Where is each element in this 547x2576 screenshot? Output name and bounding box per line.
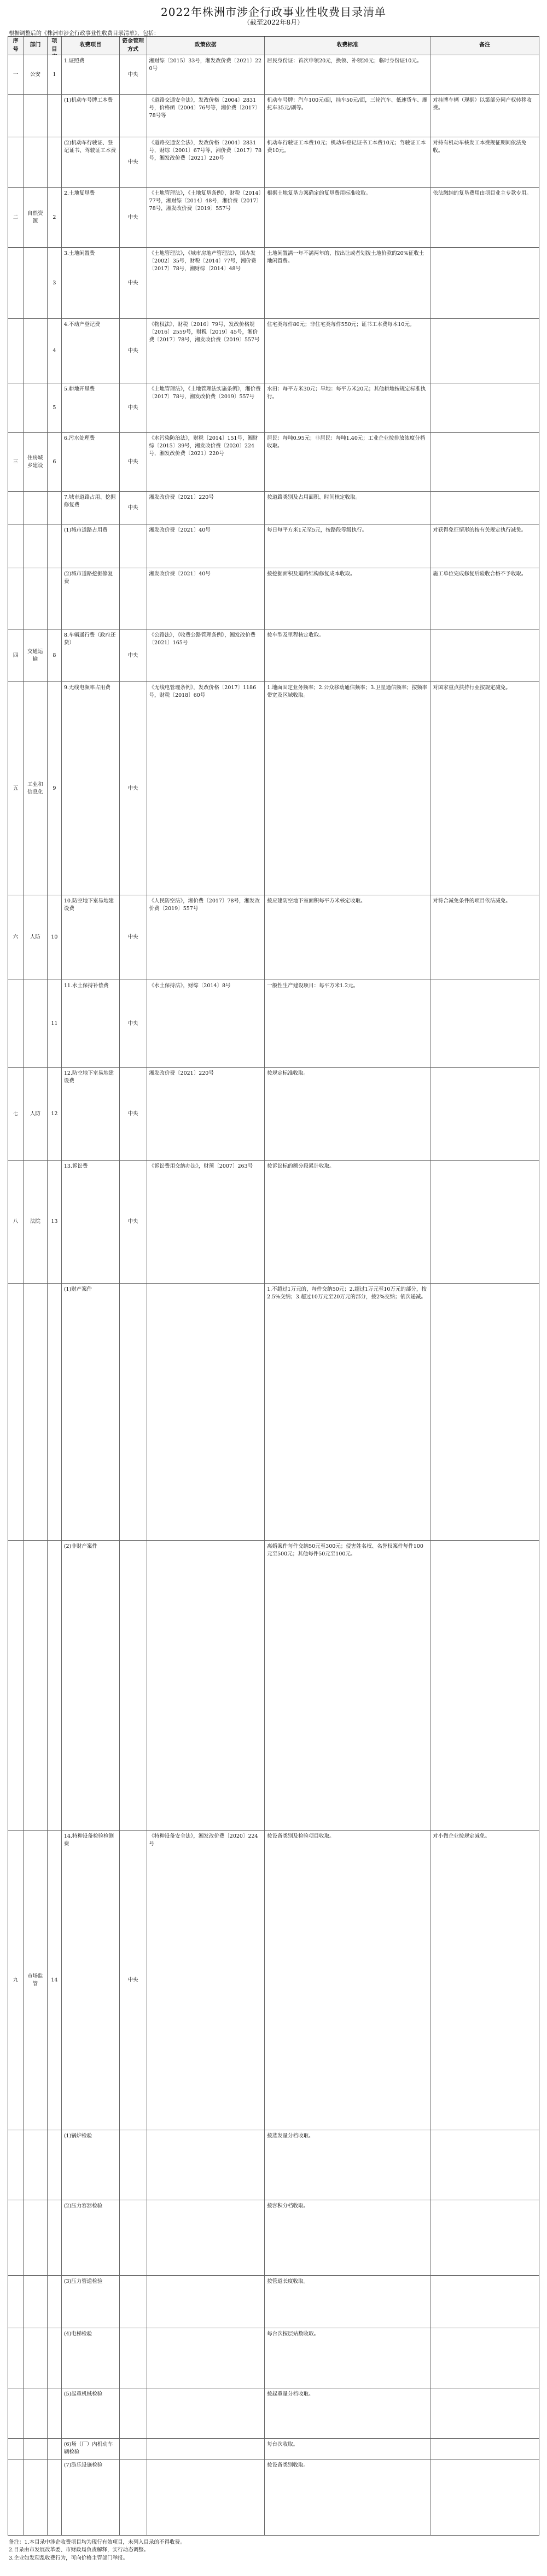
cell-item: (2)城市道路挖掘修复费 <box>62 568 120 629</box>
table-row <box>8 524 539 568</box>
footnote-line: 2.目录由市发展改革委、市财政局负责解释，实行动态调整。 <box>9 2547 149 2554</box>
cell-item: (7)游乐设施检验 <box>62 2460 120 2535</box>
cell-remark <box>430 980 539 1067</box>
cell-item: 6.污水处理费 <box>62 433 120 491</box>
cell-mgmt <box>120 1541 147 1830</box>
cell-num <box>48 492 62 524</box>
cell-n: 一 <box>8 55 24 94</box>
table-row <box>8 95 539 137</box>
table-row <box>8 383 539 433</box>
page-title: 2022年株洲市涉企行政事业性收费目录清单 <box>161 5 386 19</box>
cell-num: 12 <box>48 1068 62 1160</box>
cell-remark <box>430 1161 539 1283</box>
cell-std: 水田：每平方米30元；旱地：每平方米20元；其他耕地按规定标准执行。 <box>265 383 430 432</box>
cell-dept <box>24 2200 48 2275</box>
header-cell: 资金管理方式 <box>120 37 147 55</box>
cell-n: 八 <box>8 1161 24 1283</box>
cell-dept <box>24 248 48 318</box>
cell-num <box>48 95 62 137</box>
cell-mgmt: 中央 <box>120 55 147 94</box>
cell-num <box>48 137 62 187</box>
table-row <box>8 248 539 319</box>
header-cell: 项目 <box>48 37 62 55</box>
cell-basis: 湘发改价费〔2021〕220号 <box>147 492 265 524</box>
cell-n <box>8 2388 24 2438</box>
header-cell: 收费项目 <box>62 37 120 55</box>
cell-num: 8 <box>48 630 62 681</box>
table-row <box>8 630 539 682</box>
cell-std: 按蒸发量分档收取。 <box>265 2130 430 2200</box>
page-subtitle: （截至2022年8月） <box>243 19 304 26</box>
cell-basis: 《诉讼费用交纳办法》，财预〔2007〕263号 <box>147 1161 265 1283</box>
cell-basis: 《土地管理法》，《城市房地产管理法》，国办发〔2002〕35号，财税〔2014〕77号，湘价费〔2017〕78号，湘财综〔2014〕48号 <box>147 248 265 318</box>
cell-std: 按道路类别及占用面积、时间核定收取。 <box>265 492 430 524</box>
cell-std: 机动车行驶证工本费10元；机动车登记证书工本费10元；驾驶证工本费10元。 <box>265 137 430 187</box>
cell-item: (1)锅炉检验 <box>62 2130 120 2200</box>
table-row <box>8 55 539 95</box>
cell-num <box>48 2200 62 2275</box>
table-row <box>8 2276 539 2328</box>
table-row <box>8 980 539 1068</box>
table-row <box>8 1831 539 2130</box>
cell-std: 每日每平方米1元至5元，按路段等级执行。 <box>265 524 430 568</box>
cell-basis: 《公路法》，《收费公路管理条例》，湘发改价费〔2021〕165号 <box>147 630 265 681</box>
cell-std: 每台次收取。 <box>265 2439 430 2459</box>
cell-item: 12.防空地下室易地建设费 <box>62 1068 120 1160</box>
cell-n <box>8 2276 24 2328</box>
cell-dept: 自然资源 <box>24 188 48 247</box>
cell-remark: 对挂牌车辆（现据）以第部分同产权转移收费。 <box>433 97 532 111</box>
cell-n <box>8 2130 24 2200</box>
cell-dept <box>24 568 48 629</box>
header-cell: 序号 <box>8 37 24 55</box>
cell-remark <box>430 319 539 383</box>
cell-n <box>8 319 24 383</box>
cell-n: 九 <box>8 1831 24 2130</box>
cell-n: 二 <box>8 188 24 247</box>
cell-num: 6 <box>48 433 62 491</box>
footnote-line: 备注：1.本目录中涉企收费项目均为现行有效项目，未列入目录的不得收费。 <box>9 2539 185 2545</box>
cell-mgmt <box>120 2439 147 2459</box>
cell-num: 13 <box>48 1161 62 1283</box>
cell-num <box>48 2439 62 2459</box>
header-cell: 政策依据 <box>147 37 265 55</box>
cell-remark: 施工单位完成修复后验收合格不予收取。 <box>433 571 527 577</box>
cell-mgmt: 中央 <box>120 319 147 383</box>
cell-num: 10 <box>48 895 62 980</box>
cell-remark <box>430 2460 539 2535</box>
cell-item: 5.耕地开垦费 <box>62 383 120 432</box>
cell-n: 四 <box>8 630 24 681</box>
cell-mgmt: 中央 <box>120 1831 147 2130</box>
cell-num: 2 <box>48 188 62 247</box>
cell-basis <box>147 2328 265 2388</box>
cell-n <box>8 137 24 187</box>
cell-n: 六 <box>8 895 24 980</box>
cell-remark <box>430 383 539 432</box>
cell-mgmt: 中央 <box>120 682 147 895</box>
cell-std: 1.不超过1万元的，每件交纳50元；2.超过1万元至10万元的部分，按2.5%交纳；3.超过10万元至20万元的部分，按2%交纳；依次递减。 <box>265 1284 430 1540</box>
cell-std: 按设备类别收取。 <box>265 2460 430 2535</box>
cell-item: 14.特种设备检验检测费 <box>62 1831 120 2130</box>
cell-item: 3.土地闲置费 <box>62 248 120 318</box>
cell-num: 3 <box>48 248 62 318</box>
cell-basis: 湘财综〔2015〕33号，湘发改价费〔2021〕220号 <box>147 55 265 94</box>
cell-std: 按规定标准收取。 <box>265 1068 430 1160</box>
cell-std: 机动车号牌：汽车100元/副，挂车50元/面，三轮汽车、低速货车、摩托车35元/副等。 <box>265 95 430 137</box>
cell-remark <box>430 2130 539 2200</box>
cell-remark: 对获得免征情形的按有关规定执行减免。 <box>433 527 527 533</box>
cell-mgmt: 中央 <box>120 630 147 681</box>
cell-mgmt: 中央 <box>120 1161 147 1283</box>
cell-basis <box>147 2388 265 2438</box>
cell-num: 5 <box>48 383 62 432</box>
cell-n: 七 <box>8 1068 24 1160</box>
cell-mgmt: 中央 <box>120 980 147 1067</box>
cell-n <box>8 568 24 629</box>
cell-dept <box>24 1541 48 1830</box>
cell-remark <box>430 2328 539 2388</box>
cell-mgmt <box>120 2276 147 2328</box>
cell-basis: 《无线电管理条例》，发改价格〔2017〕1186号，财税〔2018〕60号 <box>147 682 265 895</box>
cell-item: (3)压力管道检验 <box>62 2276 120 2328</box>
cell-item: 2.土地复垦费 <box>62 188 120 247</box>
cell-mgmt: 中央 <box>120 188 147 247</box>
cell-dept: 公安 <box>24 55 48 94</box>
cell-n <box>8 95 24 137</box>
cell-dept <box>24 2439 48 2459</box>
cell-dept: 住房城乡建设 <box>24 433 48 491</box>
cell-dept <box>24 137 48 187</box>
footnote-line: 3.企业如发现乱收费行为，可向价格主管部门举报。 <box>9 2555 129 2561</box>
cell-item: (1)机动车号牌工本费 <box>62 95 120 137</box>
table-row <box>8 895 539 980</box>
cell-n <box>8 1541 24 1830</box>
cell-remark <box>430 492 539 524</box>
cell-num <box>48 568 62 629</box>
cell-std: 根据土地复垦方案确定的复垦费用标准收取。 <box>265 188 430 247</box>
cell-item: (2)非财产案件 <box>62 1541 120 1830</box>
cell-std: 每台次按层站数收取。 <box>265 2328 430 2388</box>
cell-std: 按车型及里程核定收取。 <box>265 630 430 681</box>
footnotes <box>9 2539 538 2562</box>
cell-mgmt <box>120 95 147 137</box>
cell-remark: 对持有机动车核发工本费规征期间依法免收。 <box>433 140 527 154</box>
cell-item: 11.水土保持补偿费 <box>62 980 120 1067</box>
cell-num <box>48 2276 62 2328</box>
cell-std: 土地闲置满一年不满两年的，按出让或者划拨土地价款的20%征收土地闲置费。 <box>265 248 430 318</box>
cell-std: 按起重量分档收取。 <box>265 2388 430 2438</box>
table-row <box>8 2130 539 2200</box>
cell-remark: 对国家重点扶持行业按规定减免。 <box>433 685 511 691</box>
table-row <box>8 2328 539 2388</box>
cell-num: 4 <box>48 319 62 383</box>
cell-remark <box>430 433 539 491</box>
cell-remark <box>430 630 539 681</box>
cell-basis <box>147 2460 265 2535</box>
cell-mgmt <box>120 2200 147 2275</box>
cell-dept: 法院 <box>24 1161 48 1283</box>
cell-remark <box>430 2200 539 2275</box>
cell-n <box>8 492 24 524</box>
cell-remark <box>430 1284 539 1540</box>
cell-dept: 人防 <box>24 1068 48 1160</box>
cell-n <box>8 383 24 432</box>
header-cell: 部门 <box>24 37 48 55</box>
table-row <box>8 2439 539 2460</box>
cell-remark <box>430 55 539 94</box>
cell-basis: 湘发改价费〔2021〕40号 <box>147 568 265 629</box>
cell-dept <box>24 980 48 1067</box>
table-header <box>8 37 539 55</box>
cell-item: 8.车辆通行费（政府还贷） <box>62 630 120 681</box>
cell-item: (1)城市道路占用费 <box>62 524 120 568</box>
cell-dept <box>24 1284 48 1540</box>
cell-dept: 人防 <box>24 895 48 980</box>
cell-n <box>8 2200 24 2275</box>
cell-mgmt: 中央 <box>120 433 147 491</box>
cell-basis: 《人民防空法》，湘价费〔2017〕78号，湘发改价费〔2019〕557号 <box>147 895 265 980</box>
cell-remark <box>430 1541 539 1830</box>
cell-mgmt: 中央 <box>120 1068 147 1160</box>
cell-std: 按应建防空地下室面积每平方米核定收取。 <box>265 895 430 980</box>
cell-basis: 《土地管理法》，《土地管理法实施条例》，湘价费〔2017〕78号，湘发改价费〔2019〕557号 <box>147 383 265 432</box>
cell-item: 1.证照费 <box>62 55 120 94</box>
cell-dept <box>24 2460 48 2535</box>
cell-item: (4)电梯检验 <box>62 2328 120 2388</box>
cell-basis: 湘发改价费〔2021〕40号 <box>147 524 265 568</box>
cell-n <box>8 2460 24 2535</box>
cell-num <box>48 1541 62 1830</box>
cell-n <box>8 980 24 1067</box>
cell-basis <box>147 1284 265 1540</box>
cell-item: (2)压力容器检验 <box>62 2200 120 2275</box>
cell-std: 住宅类每件80元；非住宅类每件550元；证书工本费每本10元。 <box>265 319 430 383</box>
cell-num: 1 <box>48 55 62 94</box>
cell-num: 11 <box>48 980 62 1067</box>
cell-mgmt <box>120 2130 147 2200</box>
table-row <box>8 433 539 492</box>
cell-mgmt <box>120 524 147 568</box>
table-row <box>8 568 539 630</box>
table-row <box>8 2388 539 2439</box>
cell-dept: 市场监管 <box>24 1831 48 2130</box>
cell-basis: 《土地管理法》，《土地复垦条例》，财税〔2014〕77号，湘财综〔2014〕48号，湘价费〔2017〕78号，湘发改价费〔2019〕557号 <box>147 188 265 247</box>
cell-item: (2)机动车行驶证、登记证书、驾驶证工本费 <box>62 137 120 187</box>
cell-n <box>8 524 24 568</box>
table-row <box>8 188 539 248</box>
cell-num <box>48 1284 62 1540</box>
cell-n <box>8 2328 24 2388</box>
cell-std: 按容积分档收取。 <box>265 2200 430 2275</box>
table-row <box>8 2200 539 2276</box>
cell-num: 14 <box>48 1831 62 2130</box>
cell-remark <box>430 2276 539 2328</box>
cell-n <box>8 2439 24 2459</box>
cell-num <box>48 2460 62 2535</box>
cell-dept <box>24 383 48 432</box>
table-row <box>8 137 539 188</box>
cell-num <box>48 2388 62 2438</box>
cell-num <box>48 2130 62 2200</box>
cell-std: 按挖掘面积及道路结构修复成本收取。 <box>265 568 430 629</box>
cell-std: 1.地面固定业务频率；2.公众移动通信频率；3.卫星通信频率；按频率带宽及区域收取。 <box>265 682 430 895</box>
cell-std: 居民：每吨0.95元；非居民：每吨1.40元；工业企业按排放浓度分档收取。 <box>265 433 430 491</box>
cell-n: 三 <box>8 433 24 491</box>
cell-basis <box>147 2200 265 2275</box>
cell-basis: 《水污染防治法》，财税〔2014〕151号，湘财综〔2015〕39号，湘发改价费〔2020〕224号，湘发改价费〔2021〕220号 <box>147 433 265 491</box>
table-row <box>8 319 539 383</box>
cell-dept <box>24 524 48 568</box>
cell-basis <box>147 2276 265 2328</box>
cell-n: 五 <box>8 682 24 895</box>
cell-basis <box>147 2439 265 2459</box>
cell-num <box>48 2328 62 2388</box>
cell-mgmt: 中央 <box>120 492 147 524</box>
cell-dept <box>24 2276 48 2328</box>
cell-basis: 《特种设备安全法》，湘发改价费〔2020〕224号 <box>147 1831 265 2130</box>
cell-mgmt: 中央 <box>120 248 147 318</box>
cell-basis: 湘发改价费〔2021〕220号 <box>147 1068 265 1160</box>
cell-mgmt <box>120 2388 147 2438</box>
cell-n <box>8 1284 24 1540</box>
header-cell: 备注 <box>430 37 539 55</box>
cell-std: 离婚案件每件交纳50元至300元；侵害姓名权、名誉权案件每件100元至500元；其他每件50元至100元。 <box>265 1541 430 1830</box>
cell-item: 7.城市道路占用、挖掘修复费 <box>62 492 120 524</box>
cell-dept <box>24 2328 48 2388</box>
cell-basis <box>147 2130 265 2200</box>
cell-remark: 依法缴纳的复垦费用由项目业主专款专用。 <box>433 190 532 196</box>
cell-mgmt: 中央 <box>120 137 147 187</box>
table-row <box>8 1541 539 1831</box>
cell-remark <box>430 2439 539 2459</box>
cell-item: 4.不动产登记费 <box>62 319 120 383</box>
table-row <box>8 2460 539 2535</box>
table-row <box>8 492 539 524</box>
cell-item: 9.无线电频率占用费 <box>62 682 120 895</box>
table-row <box>8 682 539 895</box>
cell-mgmt <box>120 2328 147 2388</box>
cell-mgmt <box>120 568 147 629</box>
cell-basis: 《道路交通安全法》，发改价格〔2004〕2831号，价格函〔2004〕76号等，湘价费〔2017〕78号等 <box>147 95 265 137</box>
cell-dept <box>24 95 48 137</box>
cell-item: (6)场（厂）内机动车辆检验 <box>62 2439 120 2459</box>
cell-item: (1)财产案件 <box>62 1284 120 1540</box>
table-row <box>8 1284 539 1541</box>
cell-mgmt <box>120 2460 147 2535</box>
cell-num <box>48 524 62 568</box>
table-row <box>8 1161 539 1284</box>
cell-basis: 《水土保持法》，财综〔2014〕8号 <box>147 980 265 1067</box>
cell-basis: 《道路交通安全法》，发改价格〔2004〕2831号，财综〔2001〕67号等，湘价费〔2017〕78号，湘发改价费〔2021〕220号 <box>147 137 265 187</box>
cell-dept <box>24 319 48 383</box>
cell-remark <box>430 2388 539 2438</box>
cell-dept <box>24 492 48 524</box>
fee-table <box>8 36 539 2536</box>
cell-dept <box>24 2388 48 2438</box>
cell-std: 居民身份证：首次申领20元，换领、补领20元；临时身份证10元。 <box>265 55 430 94</box>
cell-remark <box>430 1068 539 1160</box>
cell-item: 13.诉讼费 <box>62 1161 120 1283</box>
cell-n <box>8 248 24 318</box>
cell-dept: 工业和信息化 <box>24 682 48 895</box>
cell-item: (5)起重机械检验 <box>62 2388 120 2438</box>
cell-mgmt: 中央 <box>120 383 147 432</box>
intro-note: 根据调整后的《株洲市涉企行政事业性收费目录清单》，包括： <box>9 31 159 37</box>
header-cell: 收费标准 <box>265 37 430 55</box>
cell-dept: 交通运输 <box>24 630 48 681</box>
cell-mgmt: 中央 <box>120 895 147 980</box>
cell-remark <box>430 248 539 318</box>
table-row <box>8 1068 539 1161</box>
cell-std: 按诉讼标的额分段累计收取。 <box>265 1161 430 1283</box>
cell-std: 按设备类别及检验项目收取。 <box>265 1831 430 2130</box>
cell-dept <box>24 2130 48 2200</box>
cell-item: 10.防空地下室易地建设费 <box>62 895 120 980</box>
cell-remark: 对符合减免条件的项目依法减免。 <box>433 898 511 904</box>
cell-std: 一般性生产建设项目：每平方米1.2元。 <box>265 980 430 1067</box>
cell-num: 9 <box>48 682 62 895</box>
cell-mgmt <box>120 1284 147 1540</box>
cell-remark: 对小微企业按规定减免。 <box>433 1833 490 1839</box>
cell-basis: 《物权法》，财税〔2016〕79号，发改价格规〔2016〕2559号，财税〔2019〕45号，湘价费〔2017〕78号，湘发改价费〔2019〕557号 <box>147 319 265 383</box>
cell-std: 按管道长度收取。 <box>265 2276 430 2328</box>
cell-basis <box>147 1541 265 1830</box>
